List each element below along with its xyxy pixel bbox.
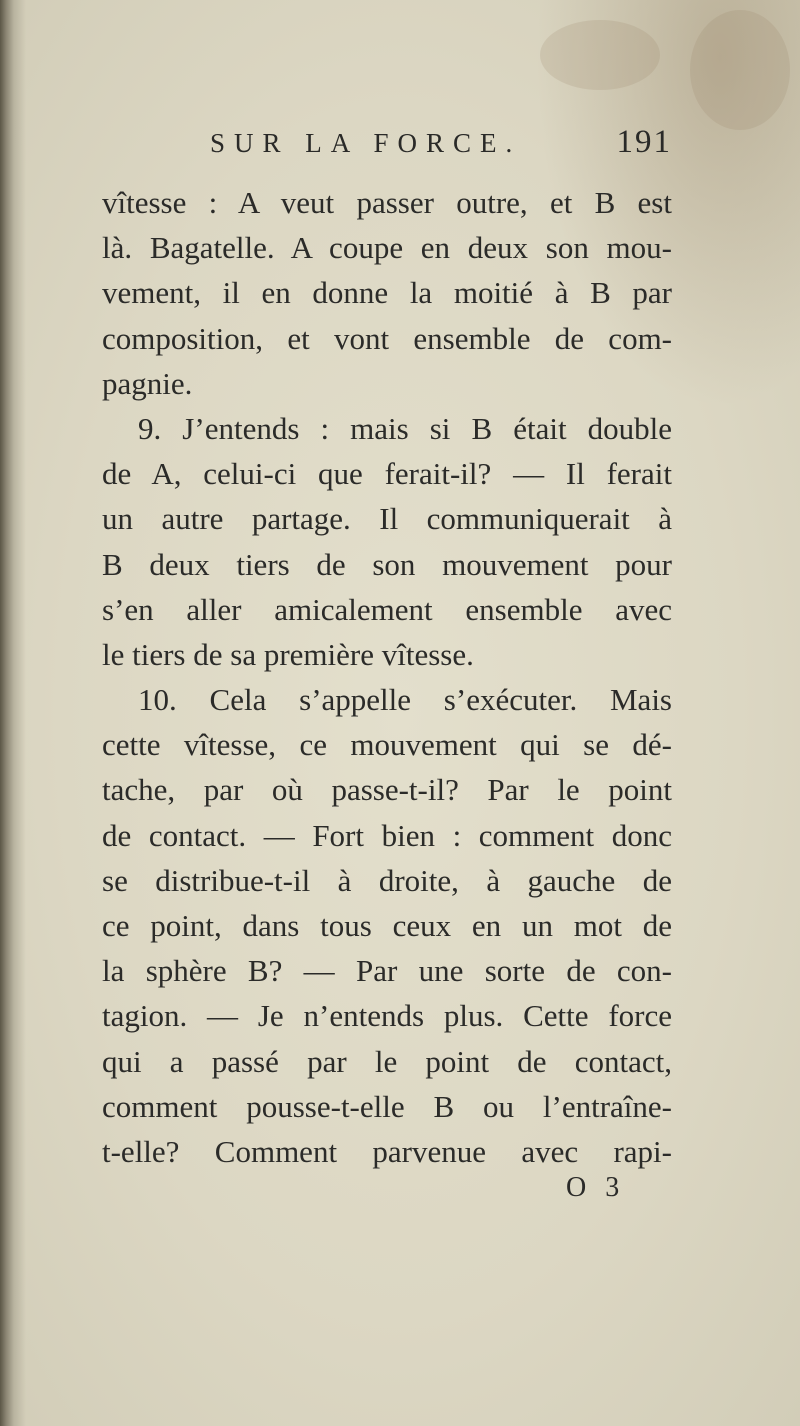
page-header	[0, 120, 800, 170]
signature-mark: O 3	[566, 1172, 626, 1203]
text-line: de A, celui-ci que ferait-il? — Il ferait	[102, 456, 672, 492]
text-line: tagion. — Je n’entends plus. Cette force	[102, 998, 672, 1034]
foxing-stain	[540, 20, 660, 90]
text-line: là. Bagatelle. A coupe en deux son mou-	[102, 230, 672, 266]
text-line: le tiers de sa première vîtesse.	[102, 636, 474, 672]
text-line: qui a passé par le point de contact,	[102, 1043, 672, 1079]
gutter-shadow	[0, 0, 26, 1426]
text-line: pagnie.	[102, 365, 193, 401]
text-line: la sphère B? — Par une sorte de con-	[102, 953, 672, 989]
text-line: comment pousse-t-elle B ou l’entraîne-	[102, 1088, 672, 1124]
page-number: 191	[616, 124, 672, 160]
text-line: ce point, dans tous ceux en un mot de	[102, 908, 672, 943]
text-line: composition, et vont ensemble de com-	[102, 320, 672, 356]
text-line: vement, il en donne la moitié à B par	[102, 275, 672, 311]
text-line: un autre partage. Il communiquerait à	[102, 501, 672, 537]
text-line: vîtesse : A veut passer outre, et B est	[102, 185, 672, 220]
text-line: se distribue-t-il à droite, à gauche de	[102, 862, 672, 898]
foxing-stain	[690, 10, 790, 130]
running-title: SUR LA FORCE.	[210, 128, 522, 158]
text-line: 10. Cela s’appelle s’exécuter. Mais	[138, 682, 672, 718]
text-line: B deux tiers de son mouvement pour	[102, 546, 672, 582]
text-line: cette vîtesse, ce mouvement qui se dé-	[102, 727, 672, 763]
text-line: tache, par où passe-t-il? Par le point	[102, 772, 672, 808]
text-line: de contact. — Fort bien : comment donc	[102, 817, 672, 853]
body-text	[102, 180, 672, 1174]
text-line: t-elle? Comment parvenue avec rapi-	[102, 1133, 672, 1169]
text-line: 9. J’entends : mais si B était double	[138, 410, 672, 446]
text-line: s’en aller amicalement ensemble avec	[102, 591, 672, 627]
